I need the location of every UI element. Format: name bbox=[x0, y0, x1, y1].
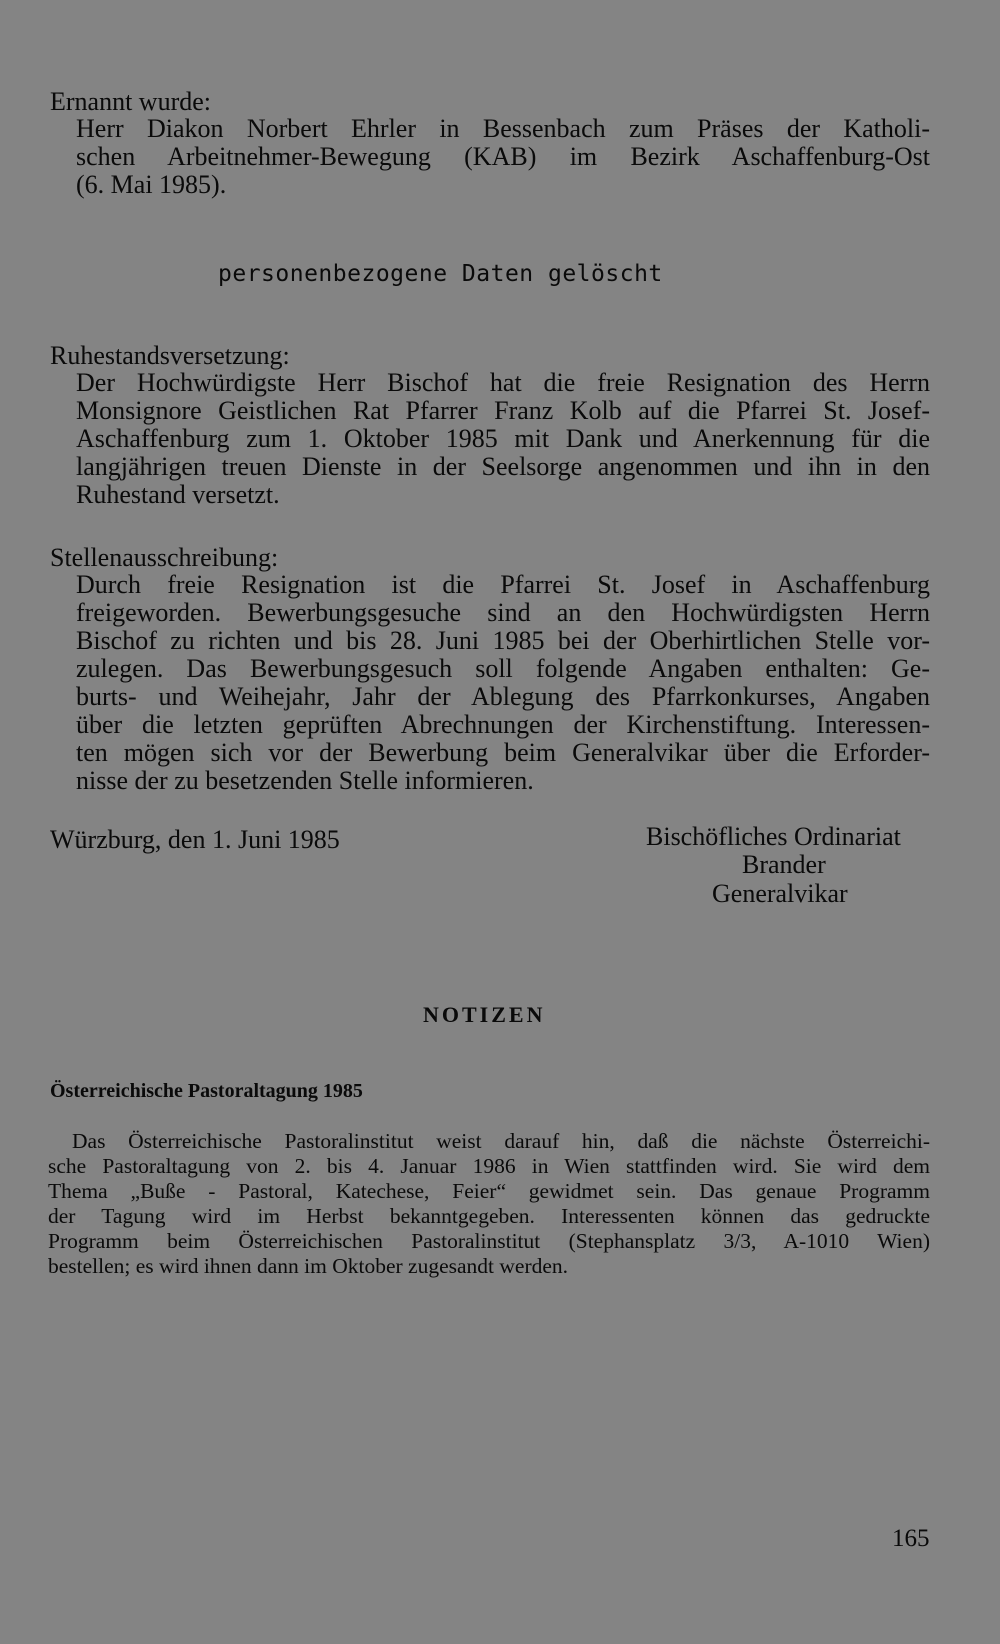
retirement-line: Aschaffenburg zum 1. Oktober 1985 mit Dank und Anerkennung für die bbox=[76, 424, 930, 453]
vacancy-line: Durch freie Resignation ist die Pfarrei St. Josef in Aschaffenburg bbox=[76, 570, 930, 599]
signature-name: Brander bbox=[742, 850, 826, 879]
retirement-label: Ruhestandsversetzung: bbox=[50, 341, 290, 370]
vacancy-line: freigeworden. Bewerbungsgesuche sind an den Hochwürdigsten Herrn bbox=[76, 598, 930, 627]
appointment-line: schen Arbeitnehmer-Bewegung (KAB) im Bezirk Aschaffenburg-Ost bbox=[76, 142, 930, 171]
retirement-line: Ruhestand versetzt. bbox=[76, 480, 280, 509]
notes-line: bestellen; es wird ihnen dann im Oktober zugesandt werden. bbox=[48, 1254, 569, 1278]
appointment-label: Ernannt wurde: bbox=[50, 87, 212, 116]
vacancy-label: Stellenausschreibung: bbox=[50, 543, 279, 572]
redaction-notice: personenbezogene Daten gelöscht bbox=[218, 261, 663, 287]
notes-line: Programm beim Österreichischen Pastoralinstitut (Stephansplatz 3/3, A-1010 Wien) bbox=[48, 1229, 930, 1253]
vacancy-line: Bischof zu richten und bis 28. Juni 1985 bei der Oberhirtlichen Stelle vor- bbox=[76, 626, 930, 655]
appointment-line: Herr Diakon Norbert Ehrler in Bessenbach zum Präses der Katholi- bbox=[76, 114, 930, 143]
notes-heading: NOTIZEN bbox=[423, 1002, 546, 1027]
vacancy-line: burts- und Weihejahr, Jahr der Ablegung des Pfarrkonkurses, Angaben bbox=[76, 682, 930, 711]
appointment-line: (6. Mai 1985). bbox=[76, 170, 227, 199]
retirement-line: langjährigen treuen Dienste in der Seelsorge angenommen und ihn in den bbox=[76, 452, 930, 481]
signature-office: Bischöfliches Ordinariat bbox=[646, 822, 901, 851]
signature-title: Generalvikar bbox=[712, 879, 848, 908]
notes-line: der Tagung wird im Herbst bekanntgegeben. Interessenten können das gedruckte bbox=[48, 1204, 930, 1228]
retirement-line: Monsignore Geistlichen Rat Pfarrer Franz Kolb auf die Pfarrei St. Josef- bbox=[76, 396, 930, 425]
notes-line: Thema „Buße - Pastoral, Katechese, Feier“ gewidmet sein. Das genaue Programm bbox=[48, 1179, 930, 1203]
vacancy-line: über die letzten geprüften Abrechnungen der Kirchenstiftung. Interessen- bbox=[76, 710, 930, 739]
vacancy-line: zulegen. Das Bewerbungsgesuch soll folgende Angaben enthalten: Ge- bbox=[76, 654, 930, 683]
notes-line: sche Pastoraltagung von 2. bis 4. Januar 1986 in Wien stattfinden wird. Sie wird dem bbox=[48, 1154, 930, 1178]
notes-article-title: Österreichische Pastoraltagung 1985 bbox=[50, 1080, 363, 1102]
page-number: 165 bbox=[892, 1525, 930, 1552]
retirement-line: Der Hochwürdigste Herr Bischof hat die freie Resignation des Herrn bbox=[76, 368, 930, 397]
vacancy-line: ten mögen sich vor der Bewerbung beim Generalvikar über die Erforder- bbox=[76, 738, 930, 767]
place-date: Würzburg, den 1. Juni 1985 bbox=[50, 825, 340, 854]
vacancy-line: nisse der zu besetzenden Stelle informieren. bbox=[76, 766, 534, 795]
notes-line: Das Österreichische Pastoralinstitut weist darauf hin, daß die nächste Österreichi- bbox=[72, 1129, 930, 1153]
